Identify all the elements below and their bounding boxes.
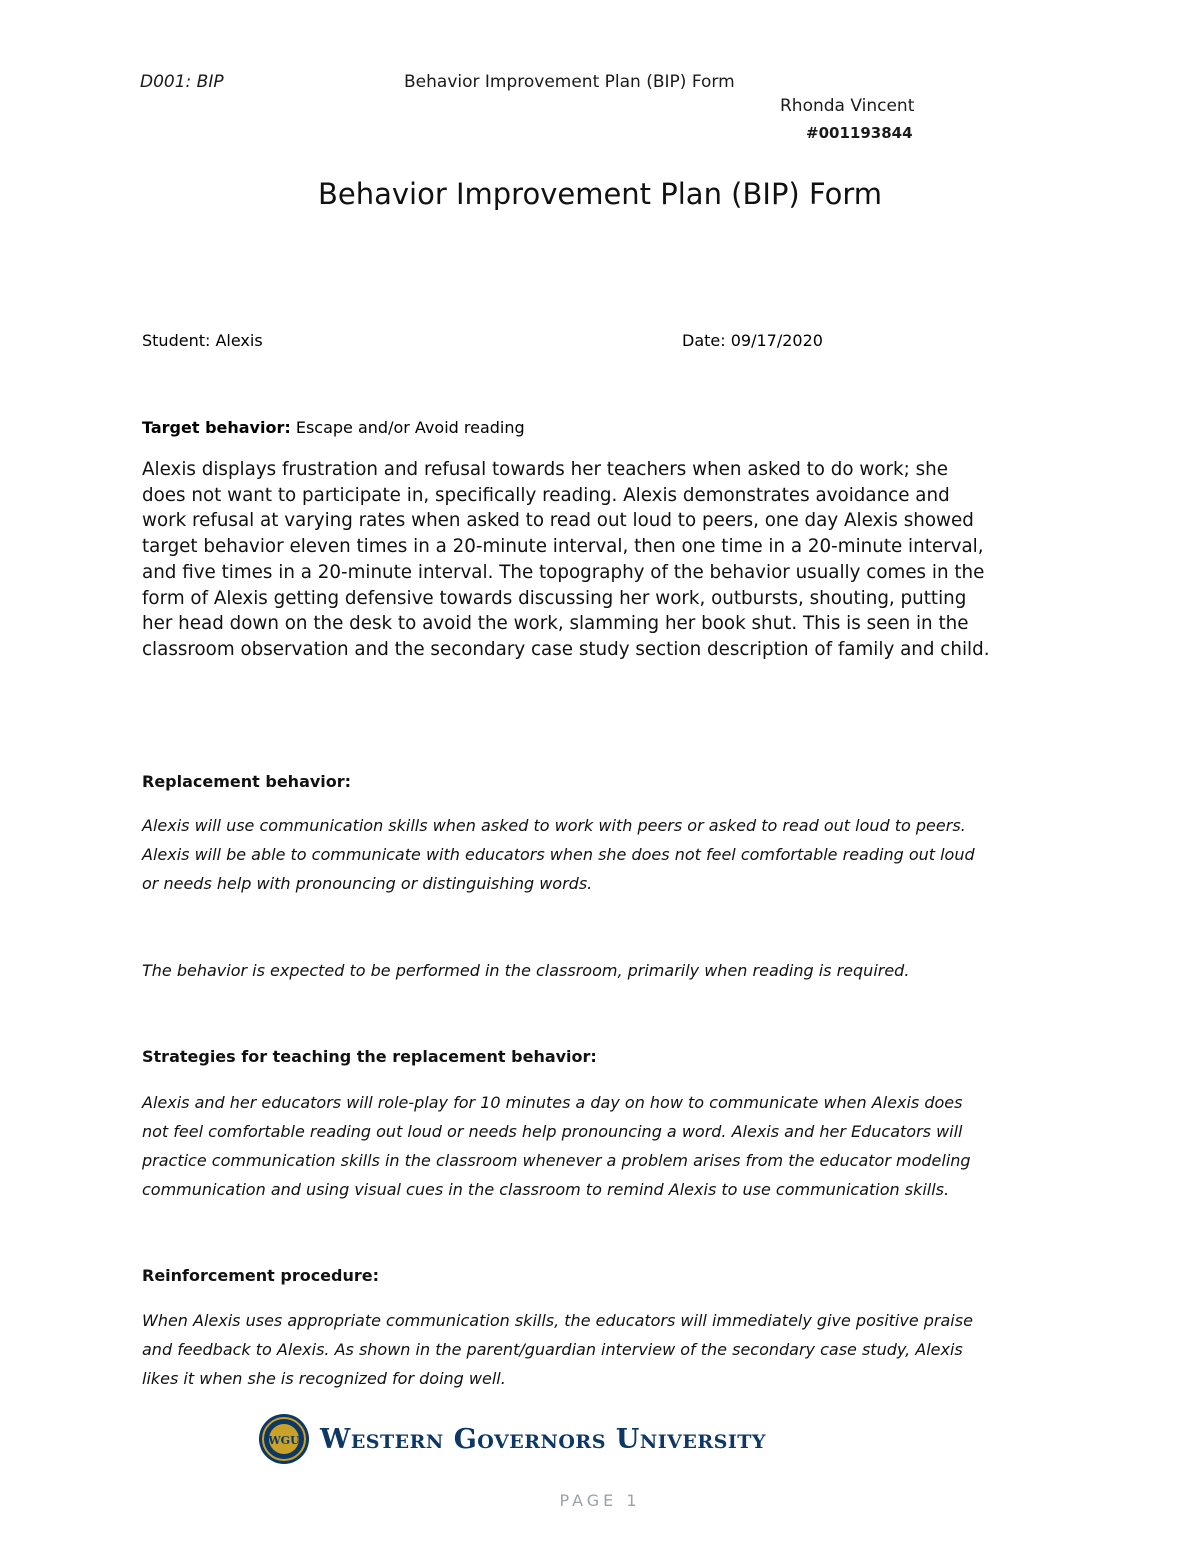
student-field — [142, 331, 263, 350]
svg-text:WGU: WGU — [268, 1434, 300, 1447]
student-value: Alexis — [215, 331, 263, 350]
header-student-id: #001193844 — [806, 124, 913, 142]
date-label: Date: — [682, 331, 726, 350]
replacement-behavior-description — [142, 811, 1062, 898]
paragraph-line: target behavior eleven times in a 20-minute interval, then one time in a 20-minute interval, — [142, 536, 984, 558]
paragraph-line: form of Alexis getting defensive towards discussing her work, outbursts, shouting, putting — [142, 587, 967, 609]
paragraph-line: Alexis will be able to communicate with educators when she does not feel comfortable reading out loud — [142, 845, 975, 864]
student-label: Student: — [142, 331, 211, 350]
paragraph-line: her head down on the desk to avoid the work, slamming her book shut. This is seen in the — [142, 613, 969, 635]
paragraph-line: Alexis displays frustration and refusal towards her teachers when asked to do work; she — [142, 459, 948, 480]
strategies-heading: Strategies for teaching the replacement behavior: — [142, 1047, 597, 1066]
university-seal-icon — [258, 1413, 310, 1465]
paragraph-line: The behavior is expected to be performed in the classroom, primarily when reading is required. — [142, 961, 910, 980]
paragraph-line: and five times in a 20-minute interval. The topography of the behavior usually comes in the — [142, 561, 985, 583]
target-behavior-heading — [142, 418, 525, 437]
replacement-behavior-heading: Replacement behavior: — [142, 772, 352, 791]
header-author: Rhonda Vincent — [780, 96, 915, 116]
replacement-behavior-setting — [142, 956, 1062, 985]
page-number: PAGE 1 — [559, 1491, 641, 1510]
paragraph-line: or needs help with pronouncing or distinguishing words. — [142, 874, 593, 893]
paragraph-line: work refusal at varying rates when asked to read out loud to peers, one day Alexis showed — [142, 510, 974, 532]
wgu-logo — [258, 1410, 766, 1468]
header-form-title: Behavior Improvement Plan (BIP) Form — [404, 72, 735, 92]
wgu-wordmark: Western Governors University — [320, 1423, 766, 1455]
paragraph-line: When Alexis uses appropriate communication skills, the educators will immediately give positive praise — [142, 1311, 973, 1330]
paragraph-line: and feedback to Alexis. As shown in the parent/guardian interview of the secondary case study, Alexis — [142, 1340, 963, 1359]
target-behavior-label: Target behavior: — [142, 418, 291, 437]
paragraph-line: likes it when she is recognized for doing well. — [142, 1369, 506, 1388]
paragraph-line: practice communication skills in the classroom whenever a problem arises from the educator modeling — [142, 1151, 971, 1170]
paragraph-line: communication and using visual cues in the classroom to remind Alexis to use communication skills. — [142, 1180, 950, 1199]
paragraph-line: classroom observation and the secondary case study section description of family and child. — [142, 638, 990, 660]
page-title: Behavior Improvement Plan (BIP) Form — [317, 177, 883, 211]
target-behavior-description — [142, 457, 1062, 663]
paragraph-line: does not want to participate in, specifically reading. Alexis demonstrates avoidance and — [142, 484, 950, 506]
strategies-description — [142, 1088, 1062, 1204]
reinforcement-description — [142, 1306, 1062, 1393]
date-value: 09/17/2020 — [730, 331, 823, 350]
paragraph-line: Alexis will use communication skills when asked to work with peers or asked to read out loud to peers. — [142, 816, 966, 835]
date-field — [682, 331, 823, 350]
target-behavior-value: Escape and/or Avoid reading — [295, 418, 525, 437]
paragraph-line: Alexis and her educators will role-play for 10 minutes a day on how to communicate when Alexis does — [142, 1093, 963, 1112]
reinforcement-heading: Reinforcement procedure: — [142, 1266, 380, 1285]
paragraph-line: not feel comfortable reading out loud or needs help pronouncing a word. Alexis and her Educators will — [142, 1122, 963, 1141]
header-course: D001: BIP — [140, 72, 224, 92]
